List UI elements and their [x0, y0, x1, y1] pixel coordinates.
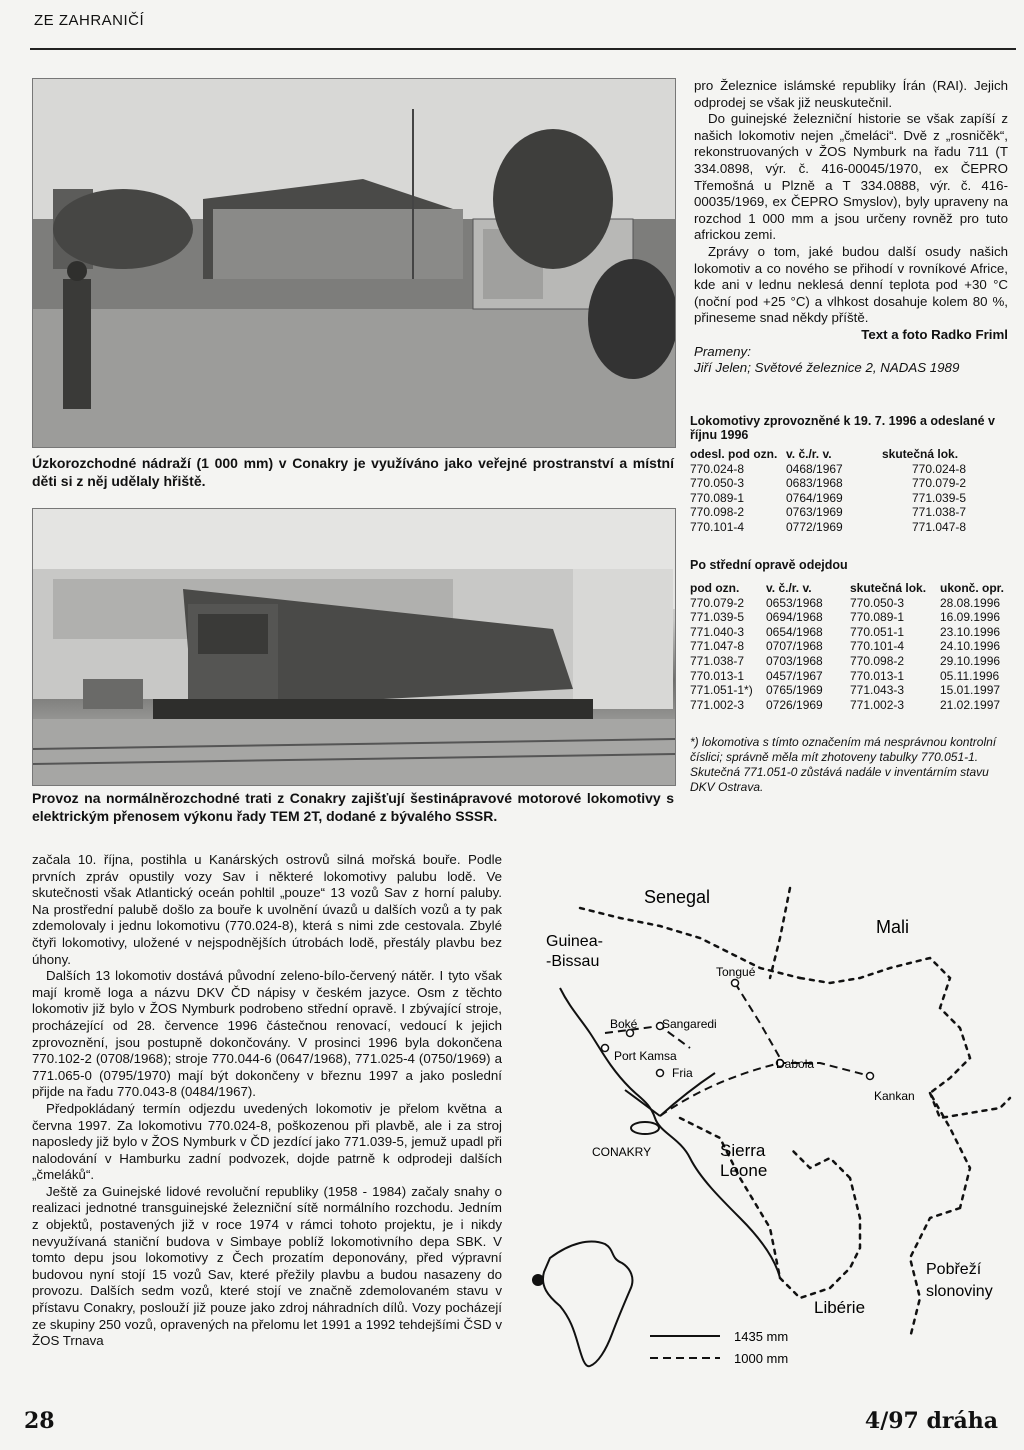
cell: 0703/1968	[766, 653, 823, 668]
cell: 770.089-1	[850, 610, 905, 625]
label-sierra-leone: Sierra	[720, 1141, 766, 1160]
table-footnote: *) lokomotiva s tímto označením má nesprávnou kontrolní číslici; správně měla mít zhotoveny tabulky 770.051-1. Skutečná 771.051-0 zůstává nadále v inventárním stavu DKV Ostrava.	[690, 735, 997, 794]
rail-1435-port	[625, 1090, 660, 1116]
column-header: skutečná lok.	[850, 581, 927, 595]
cell: 770.089-1	[690, 490, 745, 505]
label-guinea-bissau: Guinea-	[546, 933, 603, 950]
cell: 770.051-1	[850, 624, 905, 639]
label-mali: Mali	[876, 917, 910, 937]
cell: 28.08.1996	[940, 595, 1001, 610]
label-ivory-coast: slonoviny	[926, 1283, 993, 1300]
cell: 770.050-3	[690, 476, 745, 491]
column-header: v. č./r. v.	[786, 447, 832, 461]
cell: 771.002-3	[690, 697, 745, 712]
legend-label-1435: 1435 mm	[734, 1329, 789, 1344]
city-marker	[657, 1070, 664, 1077]
border-guinea-south	[790, 1148, 850, 1178]
cell: 0726/1969	[766, 697, 823, 712]
cell: 21.02.1997	[940, 697, 1001, 712]
cell: 0457/1967	[766, 668, 823, 683]
label-ivory-coast: Pobřeží	[926, 1261, 982, 1278]
coastline	[560, 988, 780, 1278]
photo-locomotives-illustration	[33, 509, 675, 785]
table-row	[690, 639, 1008, 654]
cell: 0772/1969	[786, 519, 843, 534]
cell: 770.079-2	[912, 476, 967, 491]
table-row	[690, 683, 1008, 698]
paragraph: pro Železnice islámské republiky Írán (RAI). Jejich odprodej se však již neuskutečnil.	[694, 78, 1008, 110]
column-header: ukonč. opr.	[940, 581, 1005, 595]
paragraph: začala 10. října, postihla u Kanárských ostrovů silná mořská bouře. Podle prvních zpráv opustily vozy Sav i některé lokomotivy palubu lodě. Ve skutečnosti však Atlantický oceán pohltil „pouze“ 13 vozů Sav z horní paluby. Na prostřední palubě došlo za bouře k uvolnění úvazů u dalších vozů a ty pak zdemolovaly i jednu lokomotivu (770.024-8), která s nimi zde cestovala. Zbylé čtyři lokomotivy, uložené v nejspodnějších útrobách lodě, přestály plavbu bez úhony.	[32, 852, 502, 967]
cell: 24.10.1996	[940, 639, 1001, 654]
cell: 770.101-4	[690, 519, 745, 534]
cell: 0763/1969	[786, 505, 843, 520]
label-city-dabola: Dabola	[776, 1057, 815, 1071]
label-guinea-bissau: -Bissau	[546, 953, 600, 970]
cell: 770.024-8	[912, 461, 967, 476]
label-city-fria: Fria	[672, 1066, 693, 1080]
section-title: ZE ZAHRANIČÍ	[34, 12, 145, 29]
cell: 0765/1969	[766, 683, 823, 698]
cell: 770.050-3	[850, 595, 905, 610]
table-row	[690, 654, 1008, 669]
label-city-conakry: CONAKRY	[592, 1145, 652, 1159]
column-header: skutečná lok.	[882, 447, 959, 461]
label-sierra-leone: Leone	[720, 1161, 768, 1180]
cell: 0653/1968	[766, 595, 823, 610]
photo-station	[32, 78, 676, 448]
cell: 771.043-3	[850, 683, 905, 698]
cell: 0683/1968	[786, 476, 843, 491]
border-mali	[800, 958, 970, 1208]
cell: 29.10.1996	[940, 653, 1001, 668]
cell: 770.098-2	[850, 653, 905, 668]
cell: 0707/1968	[766, 639, 823, 654]
cell: 770.079-2	[690, 595, 745, 610]
cell: 770.013-1	[850, 668, 905, 683]
author-credit: Text a foto Radko Friml	[861, 326, 1008, 342]
railway-map-drawing	[530, 858, 1016, 1378]
paragraph: Předpokládaný termín odjezdu uvedených lokomotiv je přelom května a června 1997. Za lokomotivu 770.024-8, poškozenou při plavbě, ale i za stroj naposledy již bylo v ŽOS Nymburk v ČD jezdící jako 771.039-5, jemuž upadl při nalodování v Hamburku zadní podvozek, dojde patrně k odprodeji dalších „čmeláků“.	[32, 1100, 502, 1183]
label-liberia: Libérie	[814, 1298, 866, 1317]
table-row	[690, 520, 970, 535]
sources-text: Jiří Jelen; Světové železnice 2, NADAS 1989	[694, 360, 960, 376]
table-row	[690, 698, 1008, 713]
africa-inset	[532, 1242, 632, 1367]
label-city-port-kamsa: Port Kamsa	[614, 1049, 677, 1063]
paragraph: Do guinejské železniční historie se však zapíší z našich lokomotiv nejen „čmeláci“. Dvě z „rosničěk“, rekonstruovaných v ŽOS Nymburk na řadu 711 (T 334.0898, výr. č. 416-00045/1970, ex ČEPRO Třemošná u Plzně a T 334.0888, výr. č. 416-00035/1969, ex ČEPRO Smyslov), byly upraveny na rozchod 1 000 mm a jsou určeny rovněž pro tuto africkou zemi.	[694, 111, 1008, 243]
cell: 0654/1968	[766, 624, 823, 639]
label-city-kankan: Kankan	[874, 1089, 915, 1103]
table-header-row	[690, 581, 1008, 596]
issue-label: 4/97 dráha	[864, 1408, 998, 1434]
cell: 771.038-7	[690, 653, 745, 668]
label-city-boke: Boké	[610, 1017, 638, 1031]
border-senegal	[580, 908, 800, 978]
table-row	[690, 610, 1008, 625]
photo-caption: Úzkorozchodné nádraží (1 000 mm) v Conakry je využíváno jako veřejné prostranství a místní děti si z něj udělaly hřiště.	[32, 455, 674, 489]
photo-caption: Provoz na normálněrozchodné trati z Conakry zajišťují šestinápravové motorové lokomotivy s elektrickým přenosem výkonu řady TEM 2T, dodané z bývalého SSSR.	[32, 790, 674, 824]
locomotive-table-sent	[690, 447, 970, 535]
cell: 770.101-4	[850, 639, 905, 654]
paragraph: Ještě za Guinejské lidové revoluční republiky (1958 - 1984) začaly snahy o realizaci jednotné transguinejské železniční sítě normálního rozchodu. Jedním z objektů, postavených již v roce 1974 v rámci tohoto projektu, je i nikdy nevyužívaná staniční budova v Simbaye poblíž lokomotivního depa SBK. V tomto depu jsou lokomotivy z Čech prozatím deponovány, před výpravní budovou nyní stojí 15 vozů Sav, které přežily plavbu a budou nasazeny do provozu. Dalších sedm vozů, které stojí ve značně zdemolovaném stavu v přístavu Conakry, poslouží již pouze jako zdroj náhradních dílů. Vozy pocházejí ze skupiny 250 vozů, opravených na přelomu let 1991 a 1992 tehdejšími ČSD v ŽOS Trnava	[32, 1183, 502, 1349]
sources-label: Prameny:	[694, 343, 751, 359]
article-body-left	[32, 852, 502, 1350]
locomotive-table-repair	[690, 581, 1008, 712]
table-row	[690, 462, 970, 477]
border-senegal-mali	[770, 888, 790, 978]
table-row	[690, 669, 1008, 684]
cell: 05.11.1996	[940, 668, 1000, 683]
paragraph: Zprávy o tom, jaké budou další osudy našich lokomotiv a co nového se přihodí v rovníkové Africe, kde ani v lednu neklesá denní teplota pod +30 °C (noční pod +25 °C) a vlhkost dosahuje kolem 80 %, přineseme snad někdy příště.	[694, 243, 1008, 326]
railway-map	[530, 858, 1016, 1378]
city-marker	[732, 980, 739, 987]
cell: 771.040-3	[690, 624, 745, 639]
table-title: Po střední opravě odejdou	[690, 558, 848, 572]
cell: 23.10.1996	[940, 624, 1001, 639]
cell: 771.047-8	[912, 519, 967, 534]
column-header: pod ozn.	[690, 581, 740, 595]
paragraph: Dalších 13 lokomotiv dostává původní zeleno-bílo-červený nátěr. I tyto však mají kromě loga a názvu DKV ČD nápisy v českém jazyce. Osm z těchto lokomotiv již bylo v ŽOS Nymburk podrobeno střední opravě. I zbývající stroje, procházející od 28. července 1996 částečnou renovací, vedoucí k jejich zprovoznění, jsou postupně dokončovány. V prosinci 1996 byla dokončena 770.102-2 (0708/1968); stroje 770.044-6 (0647/1968), 771.025-4 (0750/1969) a 771.065-0 (0795/1970) mají být dokončeny v březnu 1997 a jako poslední přijde na řadu 770.043-8 (0484/1967).	[32, 968, 502, 1100]
page-number: 28	[24, 1408, 55, 1434]
header-rule	[30, 48, 1016, 50]
rail-1000-tongue	[735, 983, 780, 1058]
cell: 15.01.1997	[940, 683, 1001, 698]
cell: 0764/1969	[786, 490, 843, 505]
cell: 0694/1968	[766, 610, 823, 625]
cell: 771.051-1*)	[690, 683, 753, 698]
cell: 771.039-5	[912, 490, 967, 505]
cell: 16.09.1996	[940, 610, 1001, 625]
table-row	[690, 596, 1008, 611]
city-marker	[602, 1045, 609, 1052]
label-city-sangaredi: Sangaredi	[662, 1017, 717, 1031]
cell: 771.047-8	[690, 639, 745, 654]
label-city-tongue: Tongué	[716, 965, 756, 979]
label-senegal: Senegal	[644, 887, 711, 907]
cell: 770.024-8	[690, 461, 745, 476]
column-header: odesl. pod ozn.	[690, 447, 778, 461]
table-row	[690, 505, 970, 520]
table-row	[690, 625, 1008, 640]
article-body-right	[694, 78, 1008, 377]
cell: 770.013-1	[690, 668, 745, 683]
column-header: v. č./r. v.	[766, 581, 812, 595]
table-title: Lokomotivy zprovozněné k 19. 7. 1996 a odeslané v říjnu 1996	[690, 414, 995, 442]
cell: 771.002-3	[850, 697, 905, 712]
border-liberia	[780, 1178, 860, 1298]
city-marker	[867, 1073, 874, 1080]
table-header-row	[690, 447, 970, 462]
photo-locomotives	[32, 508, 676, 786]
photo-station-illustration	[33, 79, 675, 447]
table-row	[690, 476, 970, 491]
legend-label-1000: 1000 mm	[734, 1351, 789, 1366]
cell: 771.038-7	[912, 505, 967, 520]
table-row	[690, 491, 970, 506]
cell: 0468/1967	[786, 461, 843, 476]
cell: 771.039-5	[690, 610, 745, 625]
conakry-peninsula	[631, 1122, 659, 1134]
cell: 770.098-2	[690, 505, 745, 520]
